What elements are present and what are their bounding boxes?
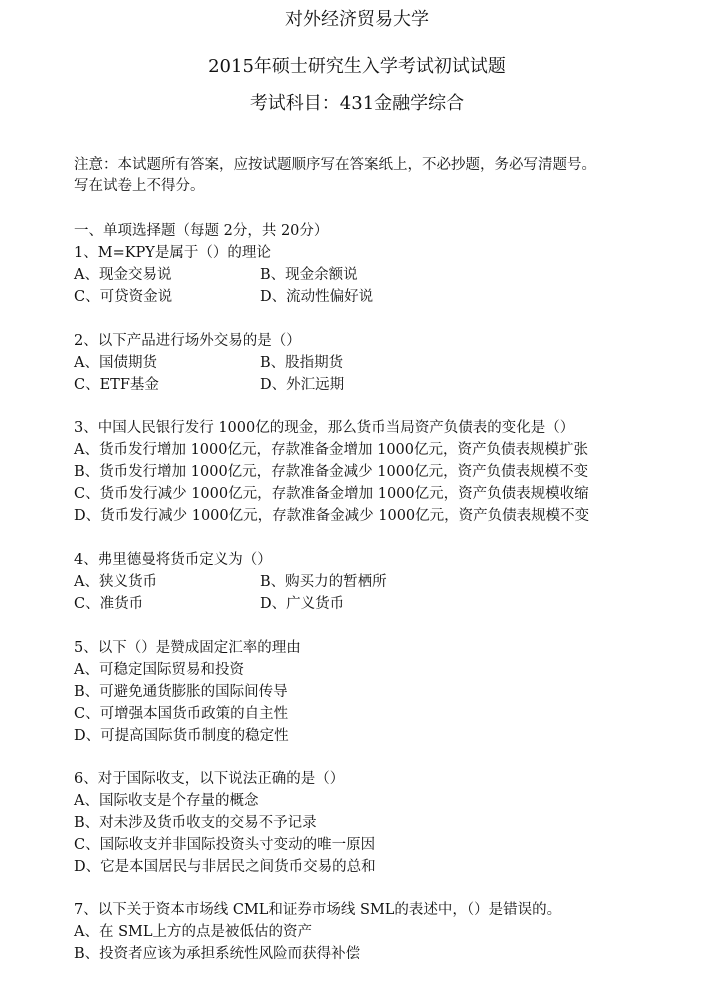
section-heading: 一、单项选择题（每题 2分，共 20分） [74,223,329,239]
q2-option-a: A、国债期货 [74,355,157,371]
exam-subject: 考试科目：431金融学综合 [249,93,465,114]
question-7-stem: 7、以下关于资本市场线 CML和证券市场线 SML的表述中，（）是错误的。 [74,902,562,918]
question-1-row-1 [74,265,358,285]
notice-line-2: 写在试卷上不得分。 [74,178,205,194]
q4-option-a: A、狭义货币 [74,574,157,590]
q7-option-a: A、在 SML上方的点是被低估的资产 [74,924,312,940]
q4-option-d: D、广义货币 [260,596,345,612]
q2-option-d: D、外汇远期 [260,377,345,393]
q4-option-c: C、准货币 [74,596,144,612]
q6-option-c: C、国际收支并非国际投资头寸变动的唯一原因 [74,837,376,853]
q6-option-b: B、对未涉及货币收支的交易不予记录 [74,815,317,831]
q3-option-a: A、货币发行增加 1000亿元，存款准备金增加 1000亿元，资产负债表规模扩张 [74,442,588,458]
exam-title: 2015年硕士研究生入学考试初试试题 [208,56,506,77]
q2-option-b: B、股指期货 [260,355,344,371]
question-5-stem: 5、以下（）是赞成固定汇率的理由 [74,640,301,656]
q1-option-d: D、流动性偏好说 [260,289,374,305]
question-4-row-1 [74,572,387,592]
q3-option-c: C、货币发行减少 1000亿元，存款准备金增加 1000亿元，资产负债表规模收缩 [74,486,589,502]
question-2-stem: 2、以下产品进行场外交易的是（） [74,333,301,349]
q1-option-b: B、现金余额说 [260,267,358,283]
q1-option-c: C、可贷资金说 [74,289,173,305]
q1-option-a: A、现金交易说 [74,267,172,283]
question-4-stem: 4、弗里德曼将货币定义为（） [74,552,272,568]
q5-option-a: A、可稳定国际贸易和投资 [74,662,244,678]
question-1-row-2 [74,287,374,307]
q7-option-b: B、投资者应该为承担系统性风险而获得补偿 [74,946,361,962]
q5-option-d: D、可提高国际货币制度的稳定性 [74,728,289,744]
q5-option-b: B、可避免通货膨胀的国际间传导 [74,684,288,700]
question-3-stem: 3、中国人民银行发行 1000亿的现金，那么货币当局资产负债表的变化是（） [74,420,575,436]
q6-option-a: A、国际收支是个存量的概念 [74,793,259,809]
question-6-stem: 6、对于国际收支，以下说法正确的是（） [74,771,345,787]
question-2-row-1 [74,353,344,373]
university-title: 对外经济贸易大学 [285,9,429,30]
q4-option-b: B、购买力的暂栖所 [260,574,387,590]
question-1-stem: 1、M=KPY是属于（）的理论 [74,245,271,261]
q3-option-b: B、货币发行增加 1000亿元，存款准备金减少 1000亿元，资产负债表规模不变 [74,464,589,480]
question-2-row-2 [74,375,345,395]
notice-line-1: 注意：本试题所有答案，应按试题顺序写在答案纸上，不必抄题，务必写清题号。 [74,157,596,173]
q5-option-c: C、可增强本国货币政策的自主性 [74,706,289,722]
q6-option-d: D、它是本国居民与非居民之间货币交易的总和 [74,859,376,875]
q3-option-d: D、货币发行减少 1000亿元，存款准备金减少 1000亿元，资产负债表规模不变 [74,508,590,524]
q2-option-c: C、ETF基金 [74,377,159,393]
question-4-row-2 [74,594,345,614]
